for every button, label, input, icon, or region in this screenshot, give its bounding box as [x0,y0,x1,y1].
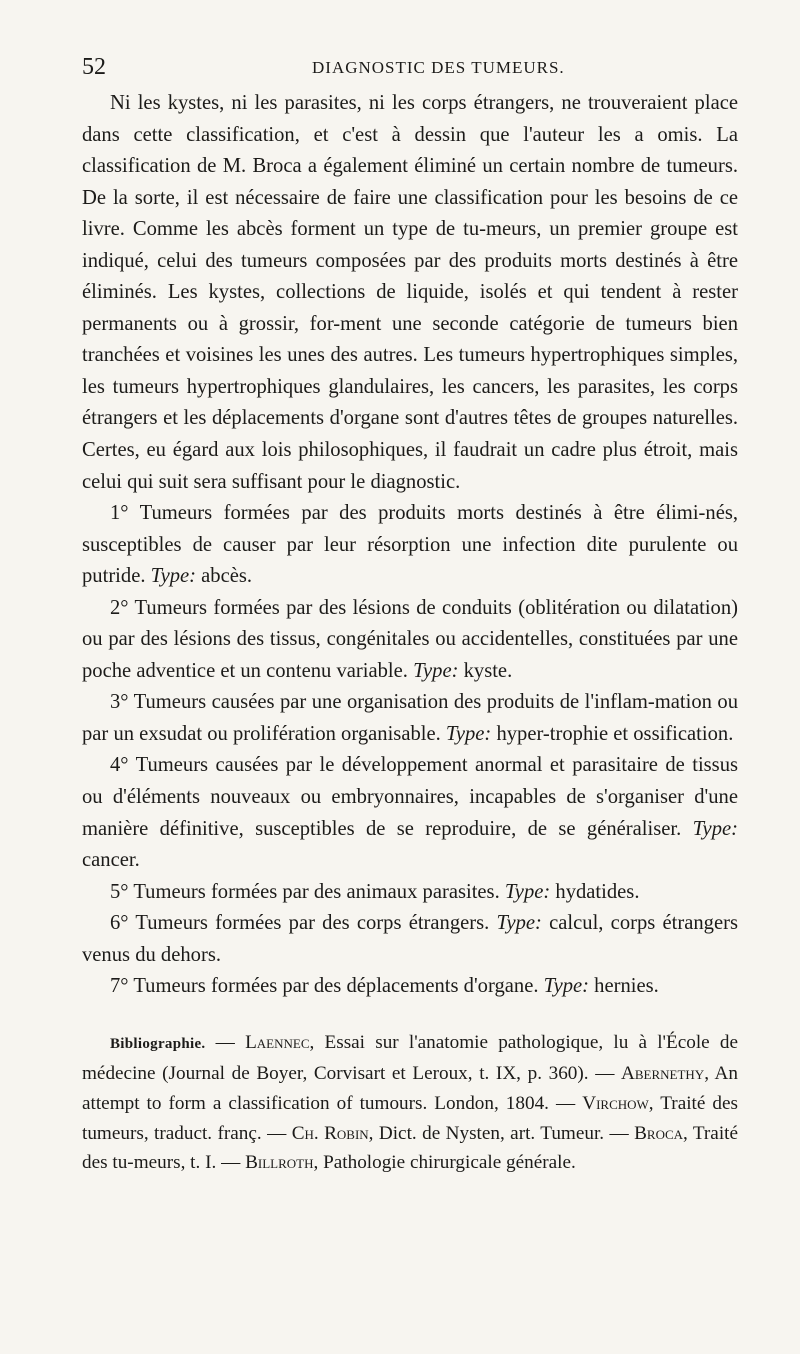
category-type: kyste. [463,659,513,682]
bibliography-author: Billroth [245,1152,314,1174]
running-title: DIAGNOSTIC DES TUMEURS. [312,58,565,77]
bibliography-author: Abernethy [621,1063,705,1085]
category-item [82,971,738,1003]
type-label: Type: [692,817,738,840]
body-text [82,88,738,1003]
bibliography-work: , Traité des tu-meurs, t. I. [82,1122,739,1174]
type-label: Type: [413,659,464,682]
type-label: Type: [445,722,497,745]
bibliography-work: , Traité des tumeurs, traduct. franç. [82,1093,738,1144]
running-head [82,44,738,80]
type-label: Type: [496,912,550,935]
category-item [82,750,738,876]
category-text: Tumeurs formées par des corps étrangers. [135,912,497,935]
category-text: Tumeurs causées par une organisation des produits de l'inflam-mation ou par un exsudat ou prolifération organisable. [82,691,738,745]
bibliography-label: Bibliographie. [110,1035,206,1052]
category-item [82,877,738,909]
category-number: 7° [110,975,134,998]
category-number: 3° [110,691,134,714]
category-text: Tumeurs formées par des déplacements d'organe. [133,975,544,998]
bibliography-paragraph [82,1028,738,1178]
category-type: calcul, corps étrangers venus du dehors. [82,912,738,966]
bibliography-work: , Dict. de Nysten, art. Tumeur. [368,1122,605,1144]
category-number: 4° [110,754,136,777]
bibliography-work: , Essai sur l'anatomie pathologique, lu à l'École de médecine (Journal de Boyer, Corvisart et Leroux, t. IX, p. 360). [82,1031,738,1085]
category-number: 2° [110,596,135,619]
type-label: Type: [504,880,556,903]
category-number: 1° [110,502,140,525]
category-type: hydatides. [555,880,640,903]
category-text: Tumeurs formées par des animaux parasites. [133,880,505,903]
category-item [82,687,738,750]
category-number: 5° [110,880,134,903]
category-text: Tumeurs formées par des produits morts destinés à être élimi-nés, susceptibles de causer par leur résorption une infection dite purulente ou putride. [82,502,738,588]
category-item [82,498,738,593]
category-item [82,593,738,688]
bibliography-work: , Pathologie chirurgicale générale. [313,1152,576,1174]
category-text: Tumeurs formées par des lésions de conduits (oblitération ou dilatation) ou par des lésions des tissus, congénitales ou accidentelles, constituées par une poche adventice et un contenu variable. [82,596,738,682]
category-item [82,908,738,971]
intro-paragraph: Ni les kystes, ni les parasites, ni les corps étrangers, ne trouveraient place dans cette classification, et c'est à dessin que l'auteur les a omis. La classification de M. Broca a également éliminé un certain nombre de tumeurs. De la sorte, il est nécessaire de faire une classification pour les besoins de ce livre. Comme les abcès forment un type de tu-meurs, un premier groupe est indiqué, celui des tumeurs composées par des produits morts destinés à être éliminés. Les kystes, collections de liquide, isolés et qui tendent à rester permanents ou à grossir, for-ment une seconde catégorie de tumeurs bien tranchées et voisines les unes des autres. Les tumeurs hypertrophiques simples, les tumeurs hypertrophiques glandulaires, les cancers, les parasites, les corps étrangers et les déplacements d'organe sont d'autres têtes de groupes naturelles. Certes, eu égard aux lois philosophiques, il faudrait un cadre plus étroit, mais celui qui suit sera suffisant pour le diagnostic. [82,92,738,493]
type-label: Type: [150,565,202,588]
bibliography-entries: — Laennec, Essai sur l'anatomie pathologique, lu à l'École de médecine (Journal de Boyer, Corvisart et Leroux, t. IX, p. 360). — Abernethy, An attempt to form a classification of tumours. London, 1804. — Virchow, Traité des tumeurs, traduct. franç. — Ch. Robin, Dict. de Nysten, art. Tumeur. — Broca, Traité des tu-meurs, t. I. — Billroth, Pathologie chirurgicale générale. [82,1031,739,1174]
page-number: 52 [82,54,106,80]
bibliography-author: Laennec [245,1031,310,1053]
bibliography-author: Broca [634,1122,684,1144]
category-number: 6° [110,912,136,935]
type-label: Type: [543,975,595,998]
category-list [82,498,738,1003]
bibliography-author: Ch. Robin [291,1122,369,1144]
bibliography-author: Virchow [582,1093,649,1115]
category-type: hernies. [594,975,659,998]
category-type: hyper-trophie et ossification. [496,722,734,745]
category-type: abcès. [201,565,253,588]
category-text: Tumeurs causées par le développement anormal et parasitaire de tissus ou d'éléments nouveaux ou embryonnaires, incapables de s'organiser d'une manière définitive, susceptibles de se reproduire, de se généraliser. [82,754,739,840]
bibliography-work: , An attempt to form a classification of tumours. London, 1804. [82,1063,738,1115]
bibliography [82,1028,738,1178]
category-type: cancer. [82,849,140,872]
